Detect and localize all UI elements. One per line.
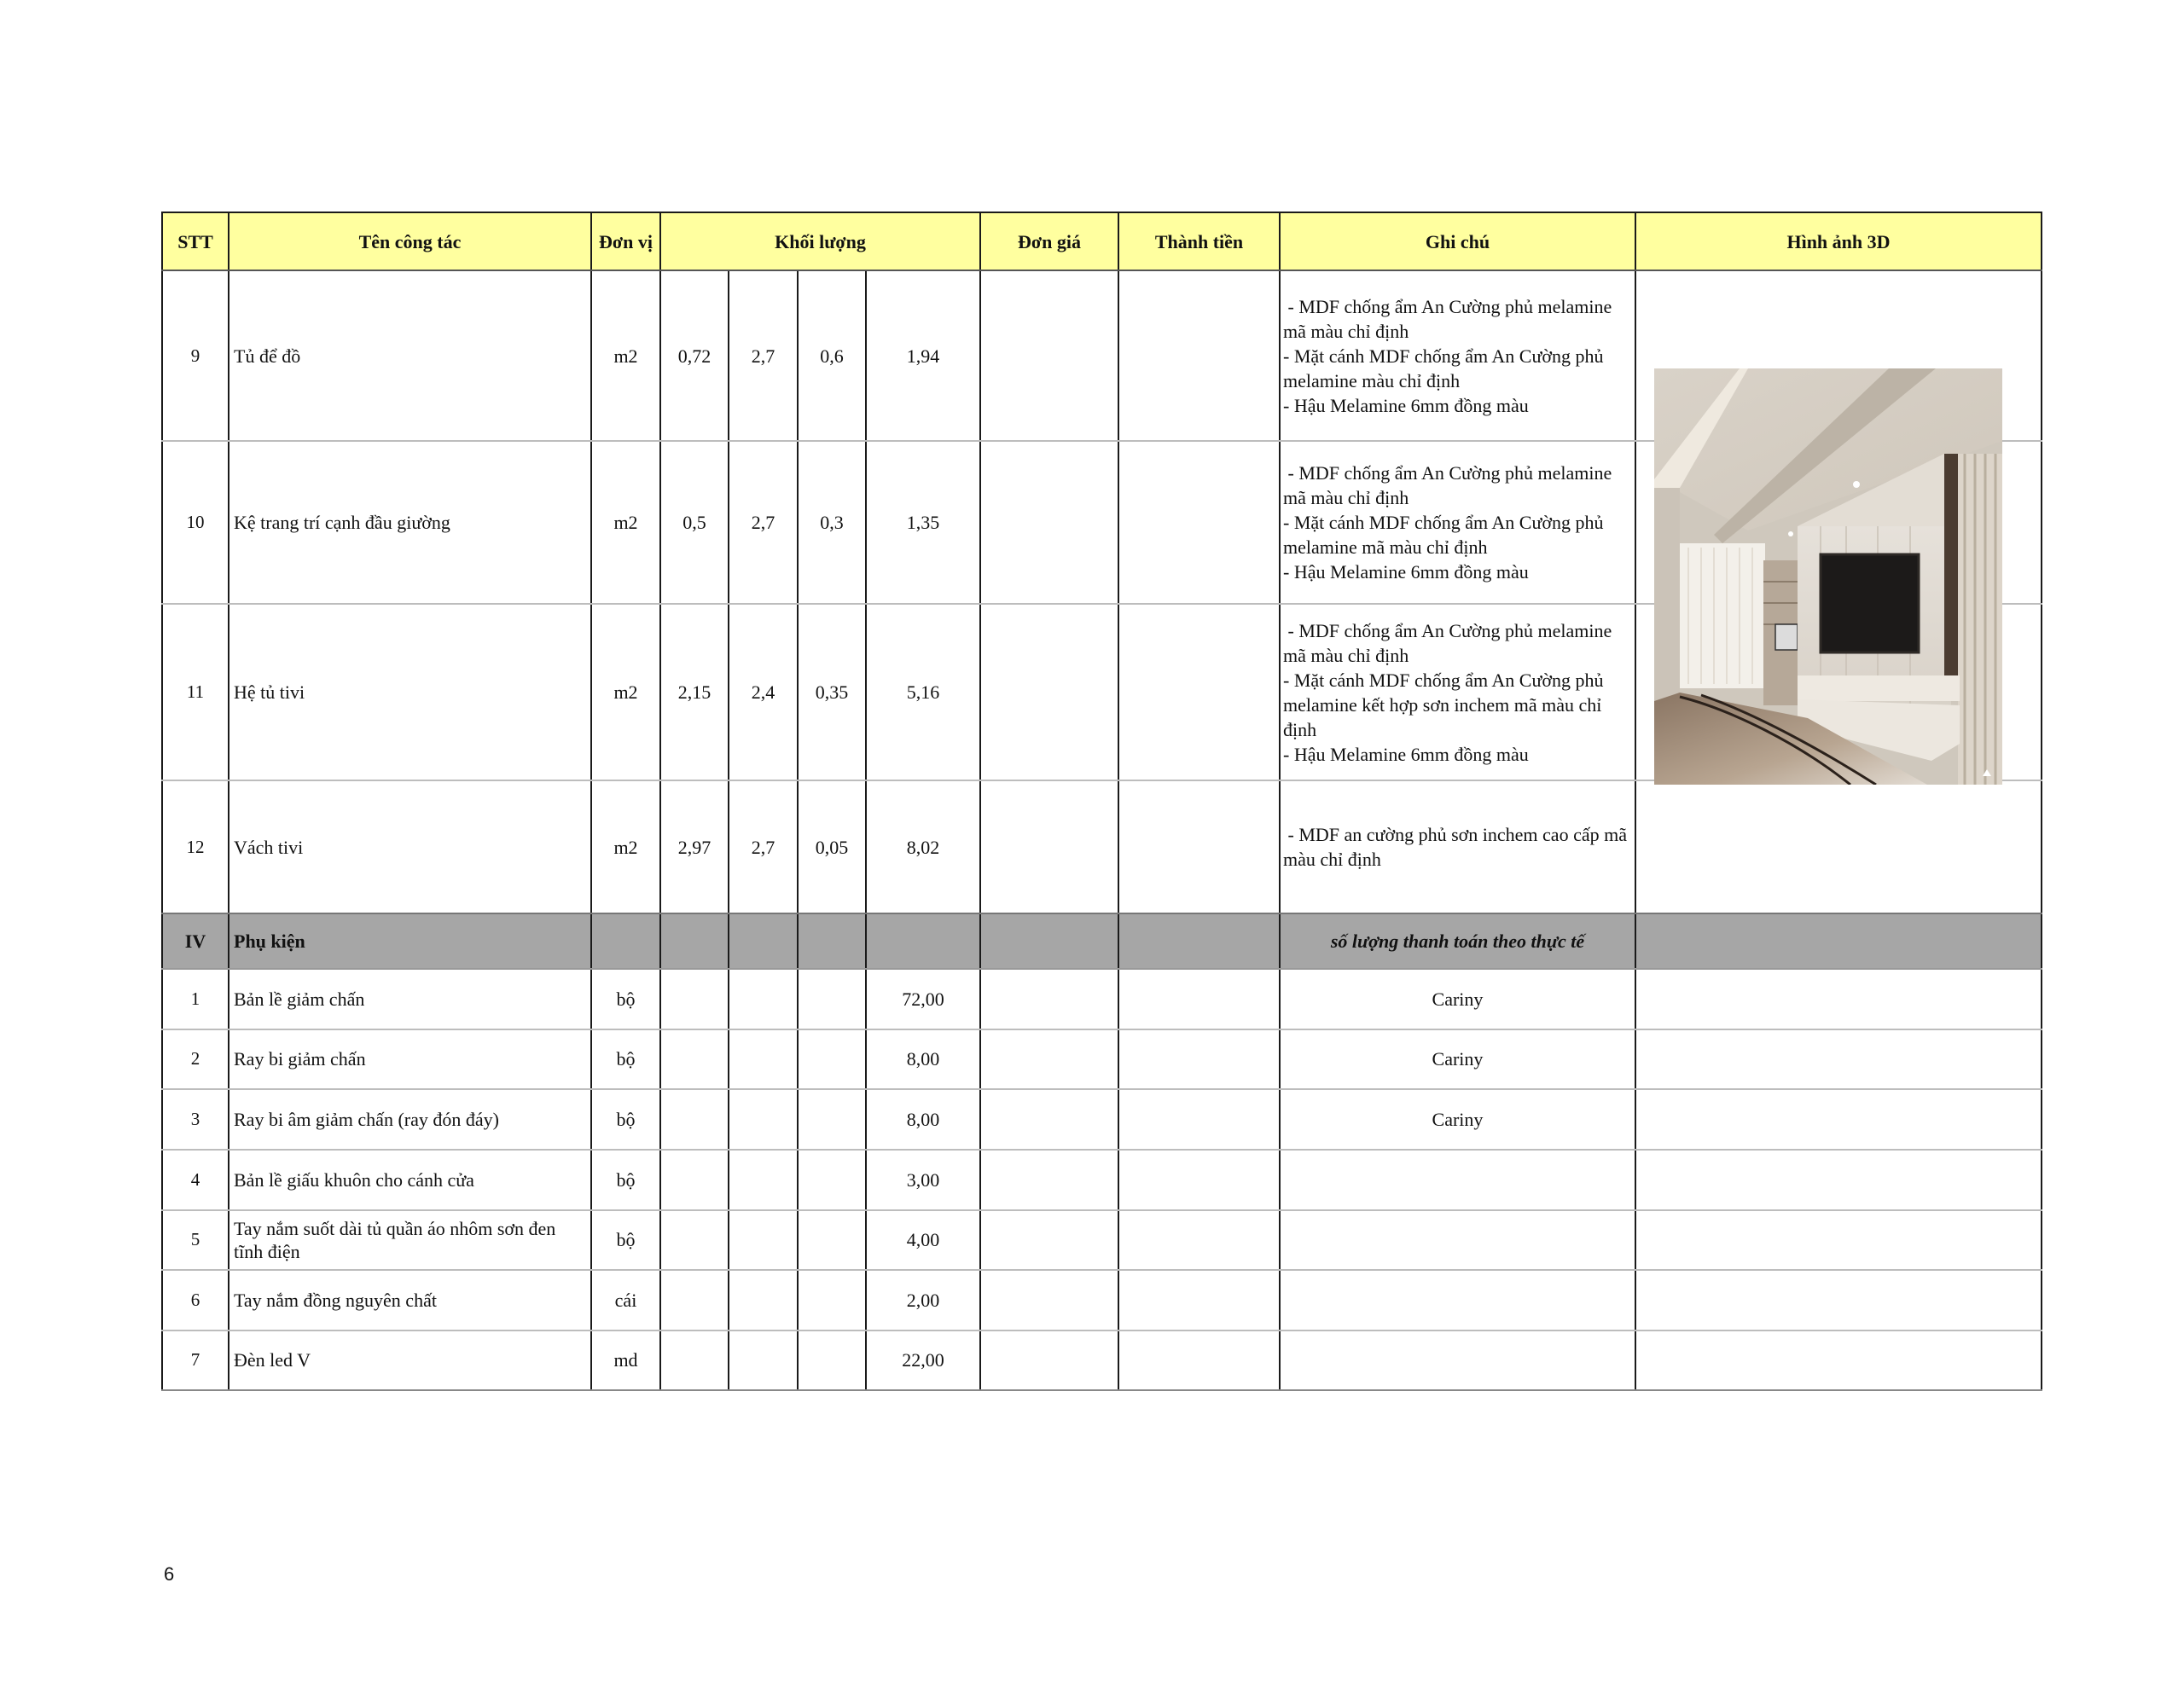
header-name: Tên công tác	[358, 230, 462, 252]
render-picture	[1654, 368, 2002, 785]
cell-unit: md	[613, 1349, 638, 1371]
header-note: Ghi chú	[1425, 230, 1490, 252]
cell-stt: 2	[190, 1048, 200, 1070]
cell-stt: 9	[190, 345, 200, 366]
header-unit: Đơn vị	[599, 230, 653, 252]
cell-note	[1280, 1270, 1635, 1330]
cell-note: Cariny	[1432, 988, 1484, 1010]
header-stt: STT	[177, 230, 213, 252]
cell-q2: 2,7	[751, 512, 775, 533]
cell-name: Tủ để đồ	[234, 345, 301, 367]
cell-name: Tay nắm đồng nguyên chất	[234, 1289, 437, 1311]
section-stt: IV	[184, 930, 206, 952]
section-note: số lượng thanh toán theo thực tế	[1330, 930, 1585, 952]
cell-q3: 0,6	[820, 345, 844, 367]
cell-note: - MDF chống ẩm An Cường phủ melamine mã màu chỉ định - Mặt cánh MDF chống ẩm An Cường phủ melamine màu chỉ định - Hậu Melamine 6mm đồng màu	[1283, 295, 1612, 416]
cell-note	[1280, 1150, 1635, 1210]
page-number: 6	[164, 1563, 175, 1585]
cell-stt: 5	[190, 1229, 200, 1250]
cell-name: Vách tivi	[234, 836, 304, 858]
cell-q2: 2,7	[751, 836, 775, 858]
cell-unit: m2	[613, 681, 638, 703]
cell-note: - MDF an cường phủ sơn inchem cao cấp mã màu chỉ định	[1283, 824, 1632, 870]
section-name: Phụ kiện	[234, 930, 305, 952]
cell-total: 1,35	[906, 512, 940, 533]
cell-q1: 2,97	[677, 836, 712, 858]
cell-stt: 12	[186, 836, 205, 857]
cell-stt: 4	[190, 1168, 200, 1190]
cell-unit: bộ	[616, 1229, 636, 1251]
cell-unit: m2	[613, 836, 638, 858]
cell-total: 8,00	[906, 1048, 940, 1070]
cell-name: Ray bi giảm chấn	[234, 1048, 366, 1070]
cell-unit: bộ	[616, 1048, 636, 1070]
cell-name: Ray bi âm giảm chấn (ray đón đáy)	[234, 1108, 499, 1130]
cell-note: - MDF chống ẩm An Cường phủ melamine mã màu chỉ định - Mặt cánh MDF chống ẩm An Cường phủ melamine mã màu chỉ định - Hậu Melamine 6mm đồng màu	[1283, 462, 1612, 583]
cell-note	[1280, 1209, 1635, 1270]
cell-stt: 11	[186, 681, 205, 702]
header-quantity: Khối lượng	[775, 230, 866, 252]
cell-q3: 0,35	[815, 681, 849, 703]
cell-total: 1,94	[906, 345, 940, 367]
cell-unit: m2	[613, 345, 638, 367]
cell-unit: cái	[614, 1289, 637, 1311]
cell-q3: 0,05	[815, 836, 849, 858]
cell-stt: 1	[190, 988, 200, 1009]
cell-unit: bộ	[616, 1108, 636, 1130]
cell-unit: bộ	[616, 1168, 636, 1191]
cell-total: 22,00	[902, 1349, 944, 1371]
cell-note: Cariny	[1432, 1048, 1484, 1070]
cell-q2: 2,4	[751, 681, 775, 703]
cell-name: Bản lề giảm chấn	[234, 988, 365, 1010]
cell-name: Bản lề giấu khuôn cho cánh cửa	[234, 1168, 474, 1191]
cell-note: Cariny	[1432, 1108, 1484, 1130]
bedroom-3d-render-image	[1654, 368, 2002, 785]
cell-total: 5,16	[906, 681, 940, 703]
cell-q1: 0,72	[677, 345, 712, 367]
cell-name: Tay nắm suốt dài tủ quần áo nhôm sơn đen tĩnh điện	[234, 1217, 556, 1262]
cell-total: 3,00	[906, 1168, 940, 1191]
cell-q3: 0,3	[820, 512, 844, 533]
cell-unit: m2	[613, 512, 638, 533]
cell-stt: 6	[190, 1289, 200, 1310]
cell-name: Kệ trang trí cạnh đầu giường	[234, 512, 450, 533]
cell-total: 72,00	[902, 988, 944, 1010]
cell-note: - MDF chống ẩm An Cường phủ melamine mã màu chỉ định - Mặt cánh MDF chống ẩm An Cường phủ melamine kết hợp sơn inchem mã màu chỉ định - Hậu Melamine 6mm đồng màu	[1283, 619, 1612, 765]
cell-note	[1280, 1330, 1635, 1391]
header-image: Hình ảnh 3D	[1786, 230, 1891, 252]
header-unit-price: Đơn giá	[1018, 230, 1081, 252]
cell-total: 2,00	[906, 1289, 940, 1311]
cell-q1: 0,5	[682, 512, 706, 533]
cell-q1: 2,15	[677, 681, 712, 703]
cell-q2: 2,7	[751, 345, 775, 367]
cell-total: 8,02	[906, 836, 940, 858]
cell-total: 8,00	[906, 1108, 940, 1130]
cell-stt: 3	[190, 1108, 200, 1129]
cell-unit: bộ	[616, 988, 636, 1010]
cell-stt: 7	[190, 1349, 200, 1371]
header-amount: Thành tiền	[1154, 230, 1244, 252]
cell-name: Hệ tủ tivi	[234, 681, 305, 703]
cell-stt: 10	[186, 512, 205, 532]
cell-total: 4,00	[906, 1229, 940, 1251]
cell-name: Đèn led V	[234, 1349, 311, 1371]
